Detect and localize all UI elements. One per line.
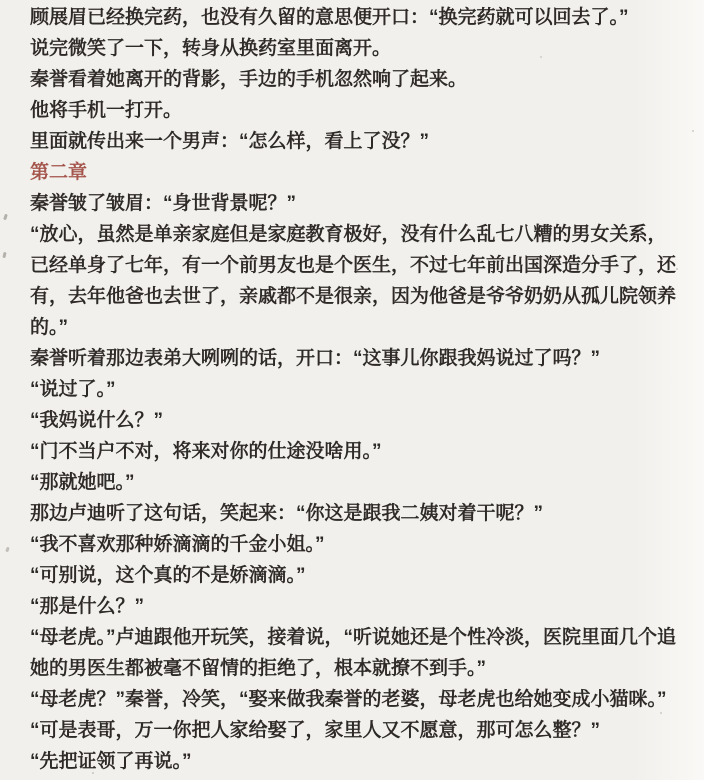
paragraph: 说完微笑了一下，转身从换药室里面离开。 (30, 38, 392, 59)
paragraph: “放心，虽然是单亲家庭但是家庭教育极好，没有什么乱七八糟的男女关系，已经单身了七年，有一个前男友也是个医生，不过七年前出国深造分手了，还有，去年他爸也去世了，亲戚都不是很亲，因为他爸是爷爷奶奶从孤儿院领养的。” (30, 224, 677, 338)
paragraph: 秦誉听着那边表弟大咧咧的话，开口：“这事儿你跟我妈说过了吗？” (30, 348, 601, 369)
paragraph: “我妈说什么？” (30, 410, 164, 431)
paper-speck (5, 547, 10, 553)
paragraph: 里面就传出来一个男声：“怎么样，看上了没？” (30, 131, 430, 152)
paragraph: 他将手机一打开。 (30, 100, 183, 121)
paper-speck (3, 214, 8, 221)
paragraph: “先把证领了再说。” (30, 751, 192, 772)
chapter-heading: 第二章 (30, 162, 88, 183)
paragraph: “可是表哥，万一你把人家给娶了，家里人又不愿意，那可怎么整？” (30, 720, 601, 741)
paper-speck (2, 252, 6, 259)
paragraph: “那就她吧。” (30, 472, 135, 493)
paragraph: 秦誉看着她离开的背影，手边的手机忽然响了起来。 (30, 69, 468, 90)
paragraph: “母老虎？”秦誉，冷笑，“娶来做我秦誉的老婆，母老虎也给她变成小猫咪。” (30, 689, 667, 710)
paragraph: 那边卢迪听了这句话，笑起来：“你这是跟我二姨对着干呢？” (30, 503, 544, 524)
paragraph: “我不喜欢那种娇滴滴的千金小姐。” (30, 534, 325, 555)
paragraph: 顾展眉已经换完药，也没有久留的意思便开口：“换完药就可以回去了。” (30, 7, 629, 28)
paragraph: “说过了。” (30, 379, 116, 400)
paragraph: “门不当户不对，将来对你的仕途没啥用。” (30, 441, 382, 462)
paragraph: “那是什么？” (30, 596, 145, 617)
paragraph: “母老虎。”卢迪跟他开玩笑，接着说，“听说她还是个性冷淡，医院里面几个追她的男医生都被毫不留情的拒绝了，根本就撩不到手。” (30, 627, 677, 679)
paragraph: “可别说，这个真的不是娇滴滴。” (30, 565, 306, 586)
paper-speck (692, 130, 694, 132)
paragraph: 秦誉皱了皱眉：“身世背景呢？” (30, 193, 297, 214)
